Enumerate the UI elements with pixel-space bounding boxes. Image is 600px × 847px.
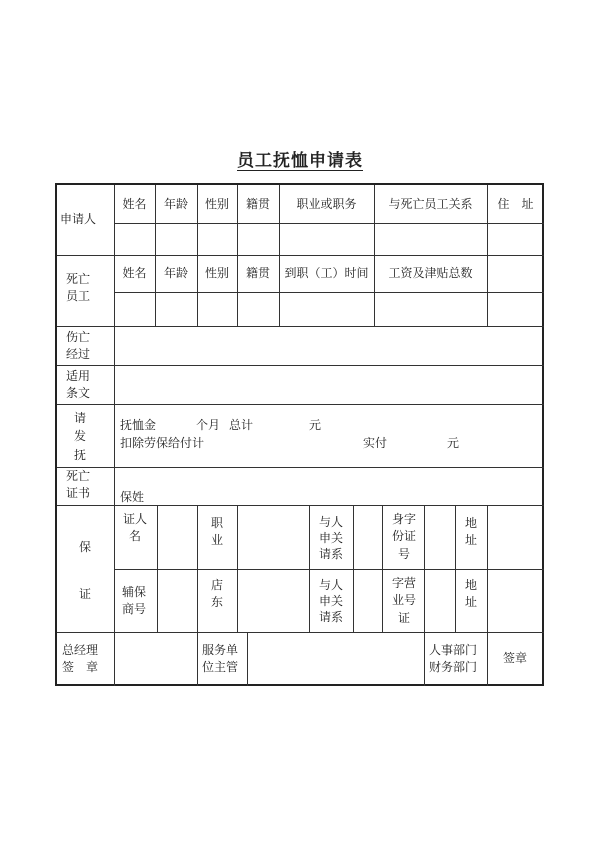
grid-line	[114, 185, 115, 686]
grid-line	[197, 632, 198, 686]
relation-label-line3: 请系	[319, 547, 344, 561]
grid-line	[197, 185, 198, 255]
grid-line	[157, 505, 158, 632]
grid-line	[114, 292, 544, 293]
gm-label-line1: 总经理	[62, 643, 99, 657]
grid-line	[114, 569, 544, 570]
shop-guarantor-label-line2: 商号	[122, 602, 147, 616]
pension-label: 抚恤金	[120, 418, 157, 432]
business-license-label: 字营业号证	[391, 576, 416, 625]
grid-line	[487, 505, 488, 632]
finance-label: 财务部门	[429, 660, 478, 674]
grid-line	[279, 185, 280, 255]
certificate-label-line2: 证书	[66, 486, 91, 500]
certificate-value: 保姓	[120, 490, 145, 504]
deduction-label: 扣除劳保给付计	[120, 436, 205, 450]
grid-line	[424, 505, 425, 632]
injury-label-line1: 伤亡	[66, 330, 91, 344]
request-label-char3: 抚	[74, 448, 87, 462]
guarantor-name-label: 证人名	[122, 512, 147, 544]
occupation-label: 职业	[210, 516, 223, 548]
applicant-header-address: 住 址	[497, 197, 534, 211]
condolence-application-table	[55, 183, 544, 686]
applicant-header-native-place: 籍贯	[245, 197, 270, 211]
relation2-label-line3: 请系	[319, 610, 344, 624]
grid-line	[57, 326, 544, 327]
shop-owner-label: 店东	[210, 578, 223, 610]
applicant-label: 申请人	[60, 212, 97, 226]
deceased-header-salary: 工资及津贴总数	[388, 266, 473, 280]
actual-payment-label: 实付	[363, 436, 388, 450]
deceased-header-gender: 性别	[204, 266, 229, 280]
grid-line	[382, 505, 383, 632]
grid-line	[57, 505, 544, 506]
signature-label: 签章	[503, 651, 528, 665]
shop-guarantor-label-line1: 辅保	[122, 585, 147, 599]
grid-line	[57, 632, 544, 633]
request-label-char2: 发	[74, 429, 87, 443]
hr-label: 人事部门	[429, 643, 478, 657]
grid-line	[309, 505, 310, 632]
applicant-header-occupation: 职业或职务	[296, 197, 357, 211]
address-label-2: 地址	[464, 578, 477, 610]
grid-line	[374, 185, 375, 255]
grid-line	[114, 223, 544, 224]
relation2-label-line2: 申关	[319, 594, 344, 608]
grid-line	[57, 365, 544, 366]
relation-label-line2: 申关	[319, 531, 344, 545]
deceased-header-age: 年龄	[163, 266, 188, 280]
service-unit-label-line2: 位主管	[202, 660, 239, 674]
certificate-label-line1: 死亡	[66, 469, 91, 483]
deceased-label-line1: 死亡	[66, 272, 91, 286]
grid-line	[424, 632, 425, 686]
total-label: 总计	[229, 418, 254, 432]
deceased-header-hire-date: 到职（工）时间	[284, 266, 369, 280]
id-number-label: 身字份证号	[391, 512, 416, 561]
deceased-header-name: 姓名	[122, 266, 147, 280]
months-label: 个月	[196, 418, 221, 432]
deceased-label-line2: 员工	[66, 289, 91, 303]
grid-line	[487, 632, 488, 686]
relation-label-line1: 与人	[319, 515, 344, 529]
address-label-1: 地址	[464, 516, 477, 548]
grid-line	[57, 404, 544, 405]
grid-line	[247, 632, 248, 686]
service-unit-label-line1: 服务单	[202, 643, 239, 657]
form-title: 员工抚恤申请表	[237, 151, 363, 171]
grid-line	[237, 185, 238, 255]
grid-line	[487, 255, 488, 326]
applicant-header-gender: 性别	[204, 197, 229, 211]
grid-line	[237, 505, 238, 632]
grid-line	[353, 505, 354, 632]
request-label-char1: 请	[74, 411, 87, 425]
gm-label-line2: 签 章	[62, 660, 99, 674]
grid-line	[487, 185, 488, 255]
grid-line	[57, 255, 544, 256]
applicant-header-name: 姓名	[122, 197, 147, 211]
total-unit: 元	[309, 418, 322, 432]
guarantee-label-char1: 保	[79, 540, 92, 554]
grid-line	[57, 467, 544, 468]
applicant-header-age: 年龄	[163, 197, 188, 211]
grid-line	[197, 505, 198, 632]
grid-line	[455, 505, 456, 632]
grid-line	[155, 185, 156, 255]
applicant-header-relation: 与死亡员工关系	[388, 197, 473, 211]
article-label-line1: 适用	[66, 369, 91, 383]
deceased-header-native-place: 籍贯	[245, 266, 270, 280]
relation2-label-line1: 与人	[319, 578, 344, 592]
injury-label-line2: 经过	[66, 347, 91, 361]
actual-payment-unit: 元	[447, 436, 460, 450]
article-label-line2: 条文	[66, 386, 91, 400]
guarantee-label-char2: 证	[79, 587, 92, 601]
